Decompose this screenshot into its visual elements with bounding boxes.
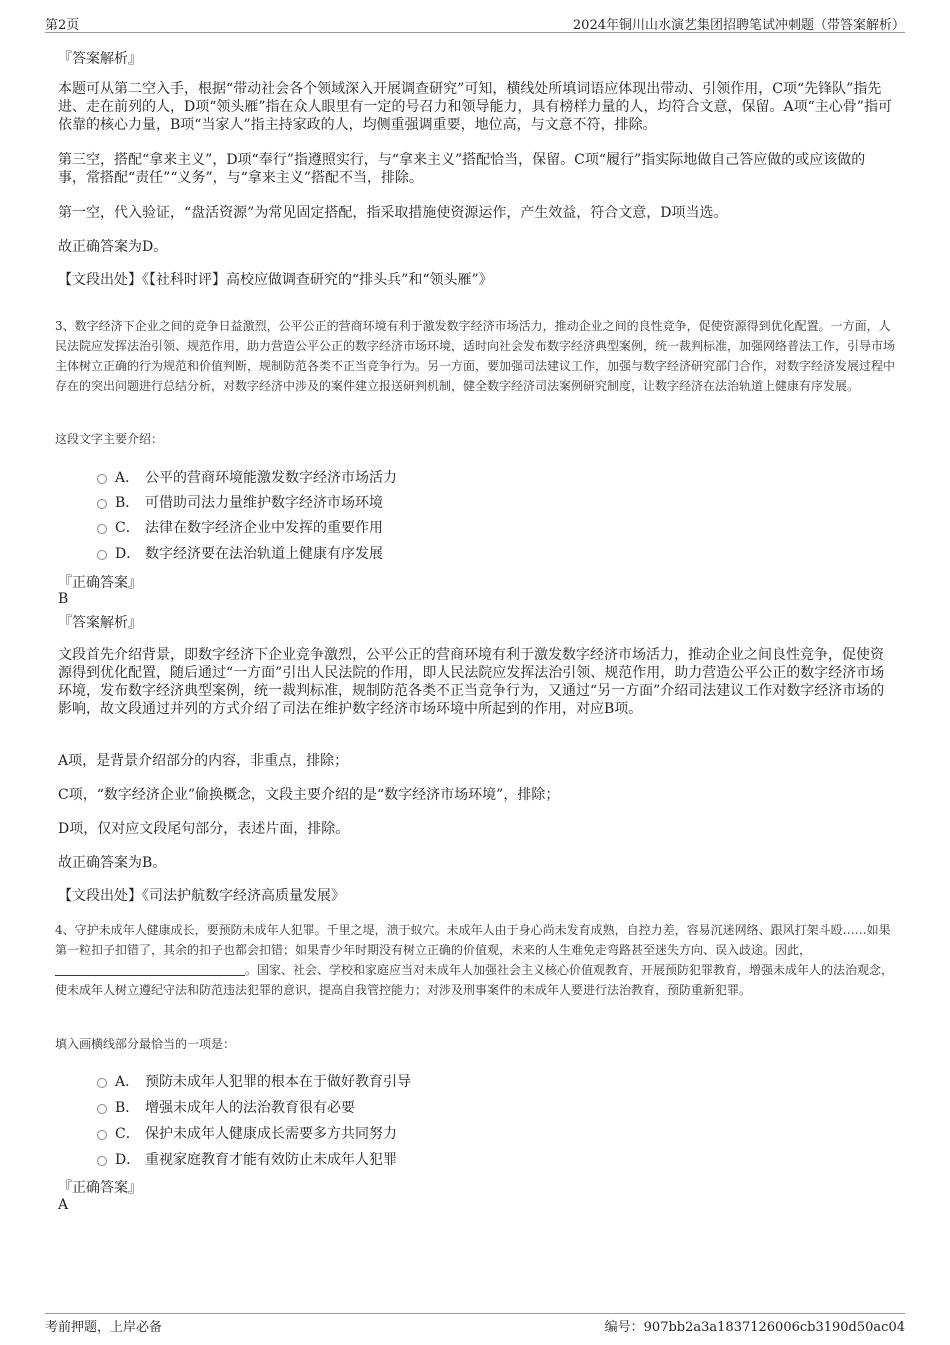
page-number: 第2页: [45, 18, 80, 33]
radio-icon[interactable]: [97, 550, 107, 560]
q4-question: 填入画横线部分最恰当的一项是：: [55, 1037, 236, 1051]
q3-analysis-p2: A项，是背景介绍部分的内容，非重点，排除；: [58, 753, 349, 769]
radio-icon[interactable]: [97, 499, 107, 509]
q3-analysis-p1: 文段首先介绍背景，即数字经济下企业竞争激烈，公平公正的营商环境有利于激发数字经济市场活力，推动企业之间良性竞争，促使资源得到优化配置，随后通过“一方面”引出人民法院的作用，即人民法院应发挥法治引领、规范作用，助力营造公平公正的数字经济市场环境，发布数字经济典型案例，统一裁判标准，规制防范各类不正当竞争行为，又通过“另一方面”介绍司法建议工作对数字经济市场的影响，故文段通过并列的方式介绍了司法在维护数字经济市场环境中所起到的作用，对应B项。: [58, 647, 885, 717]
q2-analysis-label: 『答案解析』: [58, 51, 142, 67]
footer-slogan: 考前押题，上岸必备: [45, 1320, 163, 1335]
q3-answer: B: [58, 591, 69, 607]
q3-option-a[interactable]: A． 公平的营商环境能激发数字经济市场活力: [97, 467, 397, 487]
q4-stem: 4、守护未成年人健康成长，要预防未成年人犯罪。千里之堤，溃于蚁穴。未成年人由于身心尚未发育成熟，自控力差，容易沉迷网络、跟风打架斗殴……如果第一粒扣子扣错了，其余的扣子也都会扣错；如果青少年时期没有树立正确的价值观，未来的人生难免走弯路甚至迷失方向、误入歧途。因此，。国家、社会、学校和家庭应当对未成年人加强社会主义核心价值观教育，开展预防犯罪教育，增强未成年人的法治观念，使未成年人树立遵纪守法和防范违法犯罪的意识，提高自我管控能力；对涉及刑事案件的未成年人要进行法治教育，预防重新犯罪。: [55, 923, 894, 997]
radio-icon[interactable]: [97, 1156, 107, 1166]
q3-analysis-p3: C项，“数字经济企业”偷换概念，文段主要介绍的是“数字经济市场环境”，排除；: [58, 787, 560, 803]
q3-option-b[interactable]: B． 可借助司法力量维护数字经济市场环境: [97, 492, 383, 512]
q3-analysis-p5: 故正确答案为B。: [58, 855, 167, 871]
q4-answer-label: 『正确答案』: [58, 1180, 142, 1196]
radio-icon[interactable]: [97, 1104, 107, 1114]
q4-option-c[interactable]: C． 保护未成年人健康成长需要多方共同努力: [97, 1123, 397, 1143]
q2-analysis-p4: 故正确答案为D。: [58, 239, 168, 255]
q4-option-b[interactable]: B． 增强未成年人的法治教育很有必要: [97, 1097, 355, 1117]
radio-icon[interactable]: [97, 1130, 107, 1140]
q2-analysis-p1: 本题可从第二空入手，根据“带动社会各个领域深入开展调查研究”可知，横线处所填词语应体现出带动、引领作用，C项“先锋队”指先进、走在前列的人，D项“领头雁”指在众人眼里有一定的号召力和领导能力，具有榜样力量的人，均符合文意，保留。A项“主心骨”指可依靠的核心力量，B项“当家人”指主持家政的人，均侧重强调重要，地位高，与文意不符，排除。: [58, 81, 892, 133]
document-title: 2024年铜川山水演艺集团招聘笔试冲刺题（带答案解析）: [572, 18, 905, 33]
fill-blank[interactable]: [55, 963, 245, 976]
q3-question: 这段文字主要介绍：: [55, 432, 164, 446]
q4-option-a[interactable]: A． 预防未成年人犯罪的根本在于做好教育引导: [97, 1071, 411, 1091]
q2-source: 【文段出处】《【社科时评】高校应做调查研究的“排头兵”和“领头雁”》: [58, 272, 493, 288]
q3-source: 【文段出处】《司法护航数字经济高质量发展》: [58, 888, 345, 904]
page-footer: [45, 1313, 905, 1336]
q3-option-d[interactable]: D． 数字经济要在法治轨道上健康有序发展: [97, 543, 383, 563]
q3-option-c[interactable]: C． 法律在数字经济企业中发挥的重要作用: [97, 517, 383, 537]
radio-icon[interactable]: [97, 524, 107, 534]
q3-answer-label: 『正确答案』: [58, 575, 142, 591]
q4-answer: A: [58, 1197, 69, 1213]
q3-analysis-label: 『答案解析』: [58, 615, 142, 631]
page-header: [45, 12, 905, 33]
q3-analysis-p4: D项，仅对应文段尾句部分，表述片面，排除。: [58, 821, 350, 837]
q2-analysis-p2: 第三空，搭配“拿来主义”，D项“奉行”指遵照实行，与“拿来主义”搭配恰当，保留。C项“履行”指实际地做自己答应做的或应该做的事，常搭配“责任”“义务”，与“拿来主义”搭配不当，排除。: [58, 152, 866, 186]
radio-icon[interactable]: [97, 1078, 107, 1088]
q3-stem: 3、数字经济下企业之间的竞争日益激烈，公平公正的营商环境有利于激发数字经济市场活力，推动企业之间的良性竞争，促使资源得到优化配置。一方面，人民法院应发挥法治引领、规范作用，助力营造公平公正的数字经济市场环境，适时向社会发布数字经济典型案例，统一裁判标准，加强网络普法工作，引导市场主体树立正确的行为规范和价值判断，规制防范各类不正当竞争行为。另一方面，要加强司法建议工作，加强与数字经济研究部门合作，对数字经济发展过程中存在的突出问题进行总结分析，对数字经济中涉及的案件建立报送研判机制，健全数字经济司法案例研究制度，让数字经济在法治轨道上健康有序发展。: [55, 319, 896, 393]
radio-icon[interactable]: [97, 474, 107, 484]
q2-analysis-p3: 第一空，代入验证，“盘活资源”为常见固定搭配，指采取措施使资源运作，产生效益，符合文意，D项当选。: [58, 205, 728, 221]
q4-option-d[interactable]: D． 重视家庭教育才能有效防止未成年人犯罪: [97, 1149, 397, 1169]
document-code: 编号：907bb2a3a1837126006cb3190d50ac04: [604, 1320, 905, 1335]
